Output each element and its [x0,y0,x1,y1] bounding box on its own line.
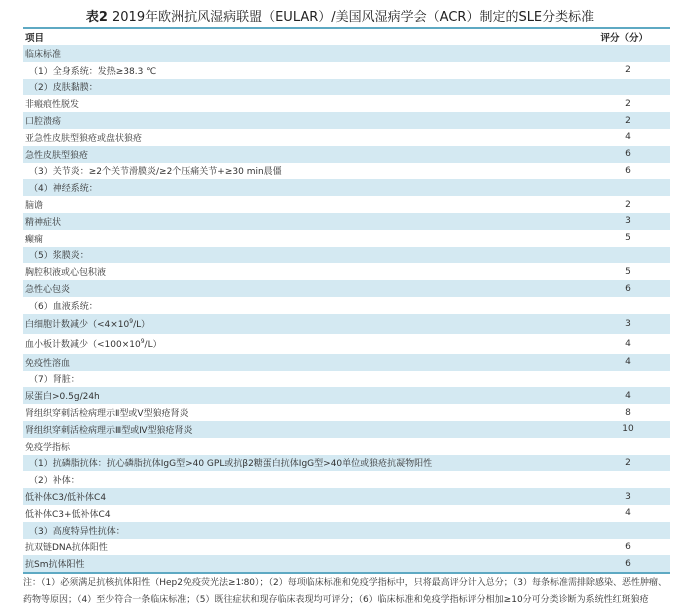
superscript: 9 [140,338,145,346]
table-row [23,129,670,146]
item-text: （2）皮肤黏膜： [29,83,98,94]
row-score: 2 [625,457,631,468]
item-text: 尿蛋白>0.5g/24h [25,392,100,403]
item-text: 口腔溃疡 [25,117,62,128]
table-row [23,314,670,334]
row-score [558,297,670,314]
table-row [23,555,670,573]
table-row [23,334,670,354]
item-text: （6）血液系统： [29,301,98,312]
row-item [23,280,558,297]
item-text: （3）关节炎：≥2个关节滑膜炎/≥2个压痛关节+≥30 min晨僵 [29,167,282,178]
item-text: 急性皮肤型狼疮 [25,150,89,161]
row-score: 6 [625,149,631,160]
table-row [23,146,670,163]
table-row [23,421,670,438]
row-score [558,45,670,62]
row-score [558,179,670,196]
table-row [23,438,670,455]
row-score: 6 [625,283,631,294]
table-row [23,62,670,79]
row-score: 3 [625,318,631,329]
item-text: 低补体C3+低补体C4 [25,509,111,520]
table-row [23,539,670,556]
row-score: 4 [625,338,631,349]
item-text: （5）浆膜炎： [29,251,89,262]
table-row [23,179,670,196]
item-text: （7）肾脏： [29,375,80,386]
row-item [23,387,558,404]
row-item [23,230,558,247]
row-item [23,404,558,421]
header-item: 项目 [25,33,45,44]
item-text: （4）神经系统： [29,184,98,195]
item-text: 临床标准 [25,49,62,60]
table-row [23,387,670,404]
row-item [23,163,558,180]
item-text: （2）补体： [29,476,80,487]
table-row [23,196,670,213]
row-item [23,421,558,438]
row-score [558,522,670,539]
table-row [23,488,670,505]
row-item [23,471,558,488]
item-text: （1）抗磷脂抗体：抗心磷脂抗体IgG型>40 GPL或抗β2糖蛋白抗体IgG型>40单位或狼疮抗凝物阳性 [29,459,433,470]
row-item [23,146,558,163]
row-item [23,179,558,196]
item-text: 免疫性溶血 [25,358,71,369]
table-row [23,213,670,230]
table-row [23,230,670,247]
item-text: 抗双链DNA抗体阳性 [25,543,108,554]
row-item [23,354,558,371]
table-row [23,505,670,522]
row-score: 2 [625,65,631,76]
row-score: 3 [625,216,631,227]
row-score [558,371,670,388]
row-score: 2 [625,115,631,126]
row-item [23,505,558,522]
table-row [23,280,670,297]
row-score [558,79,670,96]
table-row [23,95,670,112]
item-text: 抗Sm抗体阳性 [25,560,85,571]
table-number: 表2 [85,10,108,25]
item-text: 精神症状 [25,217,62,228]
table-row [23,247,670,264]
row-score: 8 [625,407,631,418]
superscript: 9 [129,318,134,326]
row-item [23,455,558,472]
row-score: 4 [625,390,631,401]
table-row [23,455,670,472]
item-text-tail: /L） [144,340,162,351]
row-item [23,129,558,146]
item-text-tail: /L） [133,320,151,331]
item-text: 低补体C3/低补体C4 [25,493,107,504]
criteria-table [23,27,670,574]
item-text: 急性心包炎 [25,285,71,296]
table-row [23,371,670,388]
item-text: （1）全身系统：发热≥38.3 ℃ [29,66,157,77]
row-item [23,555,558,573]
table-row [23,522,670,539]
item-text: 肾组织穿刺活检病理示Ⅱ型或Ⅴ型狼疮肾炎 [25,409,189,420]
row-item [23,522,558,539]
item-text: 亚急性皮肤型狼疮或盘状狼疮 [25,133,143,144]
item-text: （3）高度特异性抗体： [29,526,125,537]
row-score: 6 [625,541,631,552]
row-item [23,45,558,62]
table-row [23,45,670,62]
row-score: 6 [625,558,631,569]
row-item [23,297,558,314]
item-text: 白细胞计数减少（<4×10 [25,320,130,331]
item-text: 胸腔积液或心包积液 [25,268,107,279]
header-score: 评分（分） [600,33,648,44]
row-score [558,247,670,264]
row-score: 5 [625,266,631,277]
row-score: 5 [625,233,631,244]
row-item [23,334,558,354]
table-row [23,404,670,421]
table-row [23,263,670,280]
row-score: 6 [625,165,631,176]
row-item [23,488,558,505]
table-row [23,79,670,96]
row-item [23,213,558,230]
item-text: 脑谵 [25,201,44,212]
row-item [23,62,558,79]
row-score: 2 [625,98,631,109]
item-text: 非瘢痕性脱发 [25,100,80,111]
row-item [23,314,558,334]
row-item [23,438,558,455]
row-score: 2 [625,199,631,210]
table-row [23,354,670,371]
row-item [23,95,558,112]
table-header [23,28,670,45]
row-score [558,471,670,488]
table-caption: 2019年欧洲抗风湿病联盟（EULAR）/美国风湿病学会（ACR）制定的SLE分类标准 [107,10,595,25]
table-row [23,471,670,488]
item-text: 肾组织穿刺活检病理示Ⅲ型或Ⅳ型狼疮肾炎 [25,425,193,436]
item-text: 免疫学指标 [25,442,71,453]
row-item [23,112,558,129]
table-row [23,163,670,180]
row-score: 10 [622,424,634,435]
row-score: 4 [625,508,631,519]
table-row [23,112,670,129]
row-item [23,247,558,264]
row-score: 3 [625,491,631,502]
table-row [23,297,670,314]
item-text: 癫痫 [25,234,44,245]
row-score: 4 [625,132,631,143]
table-note: 注：（1）必须满足抗核抗体阳性（Hep2免疫荧光法≥1∶80）；（2）每项临床标准和免疫学指标中，只将最高评分计入总分；（3）每条标准需排除感染、恶性肿瘤、药物等原因；（4）至少符合一条临床标准；（5）既往症状和现存临床表现均可评分；（6）临床标准和免疫学指标评分相加≥10分可分类诊断为系统性红斑狼疮 [23,578,667,605]
table-title [0,6,680,25]
row-item [23,371,558,388]
row-item [23,196,558,213]
row-item [23,539,558,556]
row-score: 4 [625,357,631,368]
item-text: 血小板计数减少（<100×10 [25,340,141,351]
row-item [23,263,558,280]
row-score [558,438,670,455]
row-item [23,79,558,96]
